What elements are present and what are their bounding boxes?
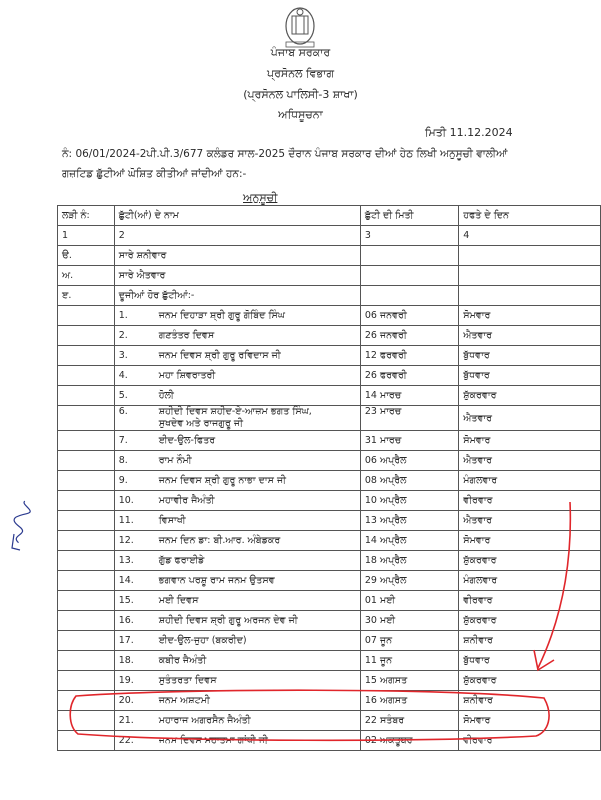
holiday-weekday: ਸੋਮਵਾਰ (459, 531, 601, 551)
empty-cell (58, 306, 115, 326)
holiday-serial: 9. (118, 475, 128, 486)
holiday-name: ਜਨਮ ਅਸ਼ਟਮੀ (158, 695, 210, 706)
empty-cell (58, 651, 115, 671)
holiday-name-cell (114, 346, 360, 366)
holiday-weekday: ਐਤਵਾਰ (459, 511, 601, 531)
empty-cell (58, 531, 115, 551)
empty-cell (58, 611, 115, 631)
table-row (58, 471, 601, 491)
holiday-name-cell (114, 651, 360, 671)
empty-cell (58, 551, 115, 571)
holiday-serial: 18. (118, 655, 134, 666)
table-row (58, 406, 601, 431)
holiday-weekday: ਵੀਰਵਾਰ (459, 491, 601, 511)
holiday-date: 23 ਮਾਰਚ (360, 406, 458, 431)
holiday-serial: 3. (118, 350, 128, 361)
holiday-name-cell (114, 551, 360, 571)
holiday-name: ਕਬੀਰ ਜੈਅੰਤੀ (158, 655, 207, 666)
holiday-date: 15 ਅਗਸਤ (360, 671, 458, 691)
red-arrow-icon (520, 500, 580, 680)
holiday-weekday: ਬੁੱਧਵਾਰ (459, 651, 601, 671)
schedule-title: ਅਨੁਸੂਚੀ (243, 191, 278, 204)
holiday-date: 01 ਮਈ (360, 591, 458, 611)
holiday-name: ਭਗਵਾਨ ਪਰਸ਼ੂ ਰਾਮ ਜਨਮ ਉਤਸਵ (158, 575, 275, 586)
holiday-name: ਮਹਾ ਸ਼ਿਵਰਾਤਰੀ (158, 370, 216, 381)
holiday-date: 26 ਜਨਵਰੀ (360, 326, 458, 346)
table-header-row (58, 206, 601, 226)
holiday-name: ਸ਼ਹੀਦੀ ਦਿਵਸ ਸ਼ਹੀਦ-ਏ-ਆਜ਼ਮ ਭਗਤ ਸਿੰਘ, ਸੁਖਦੇਵ ਅਤੇ ਰਾਜਗੁਰੂ ਜੀ (158, 406, 312, 429)
holiday-name: ਜਨਮ ਦਿਵਸ ਸ਼੍ਰੀ ਗੁਰੂ ਰਵਿਦਾਸ ਜੀ (158, 350, 281, 361)
holiday-date: 13 ਅਪ੍ਰੈਲ (360, 511, 458, 531)
holiday-serial: 19. (118, 675, 134, 686)
holiday-name-cell (114, 611, 360, 631)
table-row (58, 346, 601, 366)
holiday-date: 08 ਅਪ੍ਰੈਲ (360, 471, 458, 491)
holiday-name-cell (114, 326, 360, 346)
header-holiday-date: ਛੁੱਟੀ ਦੀ ਮਿਤੀ (360, 206, 458, 226)
empty-cell (360, 286, 458, 306)
group-label: ਦੂਜੀਆਂ ਹੋਰ ਛੁੱਟੀਆਂ:- (114, 286, 360, 306)
holiday-name-cell (114, 591, 360, 611)
empty-cell (58, 491, 115, 511)
empty-cell (459, 286, 601, 306)
holiday-name: ਜਨਮ ਦਿਵਸ ਸ਼੍ਰੀ ਗੁਰੂ ਨਾਭਾ ਦਾਸ ਜੀ (158, 475, 287, 486)
holiday-name-cell (114, 386, 360, 406)
empty-cell (58, 346, 115, 366)
holiday-weekday: ਐਤਵਾਰ (459, 406, 601, 431)
col-number: 3 (360, 226, 458, 246)
holiday-name: ਰਾਮ ਨੌਮੀ (158, 455, 192, 466)
holiday-weekday: ਸ਼ੁੱਕਰਵਾਰ (459, 386, 601, 406)
holiday-date: 10 ਅਪ੍ਰੈਲ (360, 491, 458, 511)
handwritten-signature-icon (0, 488, 44, 558)
holiday-weekday: ਸੋਮਵਾਰ (459, 431, 601, 451)
holiday-weekday: ਸੋਮਵਾਰ (459, 711, 601, 731)
holiday-serial: 7. (118, 435, 128, 446)
holiday-name: ਮਈ ਦਿਵਸ (158, 595, 199, 606)
holiday-serial: 1. (118, 310, 128, 321)
holiday-name-cell (114, 491, 360, 511)
empty-cell (58, 511, 115, 531)
holiday-date: 31 ਮਾਰਚ (360, 431, 458, 451)
holiday-date: 07 ਜੂਨ (360, 631, 458, 651)
holiday-name: ਈਦ-ਉਲ-ਜੁਹਾ (ਬਕਰੀਦ) (158, 635, 247, 646)
holiday-name-cell (114, 431, 360, 451)
holiday-serial: 12. (118, 535, 134, 546)
holiday-serial: 4. (118, 370, 128, 381)
holiday-serial: 20. (118, 695, 134, 706)
group-row (58, 246, 601, 266)
table-row (58, 431, 601, 451)
holiday-serial: 2. (118, 330, 128, 341)
table-row (58, 451, 601, 471)
table-row (58, 326, 601, 346)
holiday-serial: 6. (118, 406, 128, 417)
holiday-date: 16 ਅਗਸਤ (360, 691, 458, 711)
empty-cell (58, 386, 115, 406)
holiday-weekday: ਸ਼ਨੀਵਾਰ (459, 691, 601, 711)
group-label: ਸਾਰੇ ਐਤਵਾਰ (114, 266, 360, 286)
holiday-serial: 11. (118, 515, 134, 526)
holiday-name: ਹੋਲੀ (158, 390, 174, 401)
empty-cell (459, 246, 601, 266)
holiday-name-cell (114, 571, 360, 591)
holiday-name: ਗੁੱਡ ਫਰਾਈਡੇ (158, 555, 205, 566)
holiday-serial: 21. (118, 715, 134, 726)
holiday-name-cell (114, 306, 360, 326)
empty-cell (58, 451, 115, 471)
holiday-weekday: ਐਤਵਾਰ (459, 451, 601, 471)
holiday-name: ਈਦ-ਉਲ-ਫਿਤਰ (158, 435, 216, 446)
holiday-date: 12 ਫਰਵਰੀ (360, 346, 458, 366)
holiday-serial: 13. (118, 555, 134, 566)
holiday-name: ਜਨਮ ਦਿਵਸ ਮਹਾਤਮਾ ਗਾਂਧੀ ਜੀ (158, 735, 268, 746)
holiday-name: ਮਹਾਰਾਜ ਅਗਰਸੈਨ ਜੈਅੰਤੀ (158, 715, 251, 726)
holiday-date: 30 ਮਈ (360, 611, 458, 631)
holiday-serial: 10. (118, 495, 134, 506)
holiday-weekday: ਬੁੱਧਵਾਰ (459, 346, 601, 366)
empty-cell (58, 431, 115, 451)
holiday-name-cell (114, 511, 360, 531)
reference-line-2: ਗਜ਼ਟਿਡ ਛੁੱਟੀਆਂ ਘੋਸ਼ਿਤ ਕੀਤੀਆਂ ਜਾਂਦੀਆਂ ਹਨ:- (62, 168, 247, 180)
table-row (58, 306, 601, 326)
govt-name: ਪੰਜਾਬ ਸਰਕਾਰ (270, 46, 331, 59)
holiday-date: 22 ਸਤੰਬਰ (360, 711, 458, 731)
holiday-name-cell (114, 366, 360, 386)
holiday-name: ਮਹਾਵੀਰ ਜੈਅੰਤੀ (158, 495, 215, 506)
holiday-name: ਸ਼ਹੀਦੀ ਦਿਵਸ ਸ਼੍ਰੀ ਗੁਰੂ ਅਰਜਨ ਦੇਵ ਜੀ (158, 615, 298, 626)
empty-cell (58, 571, 115, 591)
empty-cell (58, 471, 115, 491)
holiday-serial: 16. (118, 615, 134, 626)
holiday-serial: 8. (118, 455, 128, 466)
holiday-weekday: ਬੁੱਧਵਾਰ (459, 366, 601, 386)
empty-cell (58, 631, 115, 651)
holiday-name-cell (114, 631, 360, 651)
holiday-weekday: ਐਤਵਾਰ (459, 326, 601, 346)
holiday-name: ਜਨਮ ਦਿਹਾੜਾ ਸ਼੍ਰੀ ਗੁਰੂ ਗੋਬਿੰਦ ਸਿੰਘ (158, 310, 285, 321)
header-serial: ਲੜੀ ਨੰ: (58, 206, 115, 226)
empty-cell (58, 326, 115, 346)
column-number-row (58, 226, 601, 246)
holiday-weekday: ਸੋਮਵਾਰ (459, 306, 601, 326)
group-code: ੳ. (58, 246, 115, 266)
holiday-serial: 15. (118, 595, 134, 606)
group-label: ਸਾਰੇ ਸ਼ਨੀਵਾਰ (114, 246, 360, 266)
table-row (58, 386, 601, 406)
empty-cell (360, 246, 458, 266)
holiday-date: 29 ਅਪ੍ਰੈਲ (360, 571, 458, 591)
holiday-name-cell (114, 406, 360, 431)
group-code: ੲ. (58, 286, 115, 306)
holiday-weekday: ਵੀਰਵਾਰ (459, 591, 601, 611)
holiday-date: 14 ਅਪ੍ਰੈਲ (360, 531, 458, 551)
holiday-serial: 17. (118, 635, 134, 646)
holiday-weekday: ਸ਼ਨੀਵਾਰ (459, 631, 601, 651)
holiday-weekday: ਸ਼ੁੱਕਰਵਾਰ (459, 611, 601, 631)
group-row (58, 286, 601, 306)
holiday-name: ਜਨਮ ਦਿਨ ਡਾ: ਬੀ.ਆਰ. ਅੰਬੇਡਕਰ (158, 535, 281, 546)
reference-line-1: ਨੰ: 06/01/2024-2ਪੀ.ਪੀ.3/677 ਕਲੰਡਰ ਸਾਲ-2025 ਦੌਰਾਨ ਪੰਜਾਬ ਸਰਕਾਰ ਦੀਆਂ ਹੇਠ ਲਿਖੀ ਅਨੁਸੂਚੀ ਵਾਲੀਆਂ (62, 148, 508, 160)
holiday-serial: 5. (118, 390, 128, 401)
header-weekday: ਹਫਤੇ ਦੇ ਦਿਨ (459, 206, 601, 226)
branch-name: (ਪ੍ਰਸੋਨਲ ਪਾਲਿਸੀ-3 ਸ਼ਾਖਾ) (243, 88, 358, 101)
holiday-date: 14 ਮਾਰਚ (360, 386, 458, 406)
holiday-weekday: ਮੰਗਲਵਾਰ (459, 571, 601, 591)
group-code: ਅ. (58, 266, 115, 286)
holiday-date: 11 ਜੂਨ (360, 651, 458, 671)
notification-date: ਮਿਤੀ 11.12.2024 (425, 126, 513, 139)
empty-cell (58, 406, 115, 431)
holiday-date: 02 ਅਕਤੂਬਰ (360, 731, 458, 751)
header-holiday-name: ਛੁੱਟੀ(ਆਂ) ਦੇ ਨਾਮ (114, 206, 360, 226)
holiday-date: 06 ਅਪ੍ਰੈਲ (360, 451, 458, 471)
holiday-weekday: ਸ਼ੁੱਕਰਵਾਰ (459, 671, 601, 691)
holiday-date: 26 ਫਰਵਰੀ (360, 366, 458, 386)
notification-title: ਅਧਿਸੂਚਨਾ (278, 108, 323, 121)
col-number: 4 (459, 226, 601, 246)
holiday-name: ਸੁਤੰਤਰਤਾ ਦਿਵਸ (158, 675, 217, 686)
group-row (58, 266, 601, 286)
holiday-serial: 14. (118, 575, 134, 586)
holiday-name: ਗਣਤੰਤਰ ਦਿਵਸ (158, 330, 215, 341)
holiday-name-cell (114, 531, 360, 551)
holiday-weekday: ਸ਼ੁੱਕਰਵਾਰ (459, 551, 601, 571)
holiday-date: 18 ਅਪ੍ਰੈਲ (360, 551, 458, 571)
department-name: ਪ੍ਰਸੋਨਲ ਵਿਭਾਗ (266, 67, 335, 80)
holiday-name: ਵਿਸਾਖੀ (158, 515, 186, 526)
holiday-serial: 22. (118, 735, 134, 746)
holiday-weekday: ਵੀਰਵਾਰ (459, 731, 601, 751)
empty-cell (58, 366, 115, 386)
holiday-date: 06 ਜਨਵਰੀ (360, 306, 458, 326)
holiday-name-cell (114, 471, 360, 491)
empty-cell (58, 591, 115, 611)
col-number: 1 (58, 226, 115, 246)
red-ellipse-icon (66, 686, 554, 742)
table-row (58, 366, 601, 386)
col-number: 2 (114, 226, 360, 246)
holiday-name-cell (114, 451, 360, 471)
holiday-weekday: ਮੰਗਲਵਾਰ (459, 471, 601, 491)
empty-cell (459, 266, 601, 286)
empty-cell (360, 266, 458, 286)
